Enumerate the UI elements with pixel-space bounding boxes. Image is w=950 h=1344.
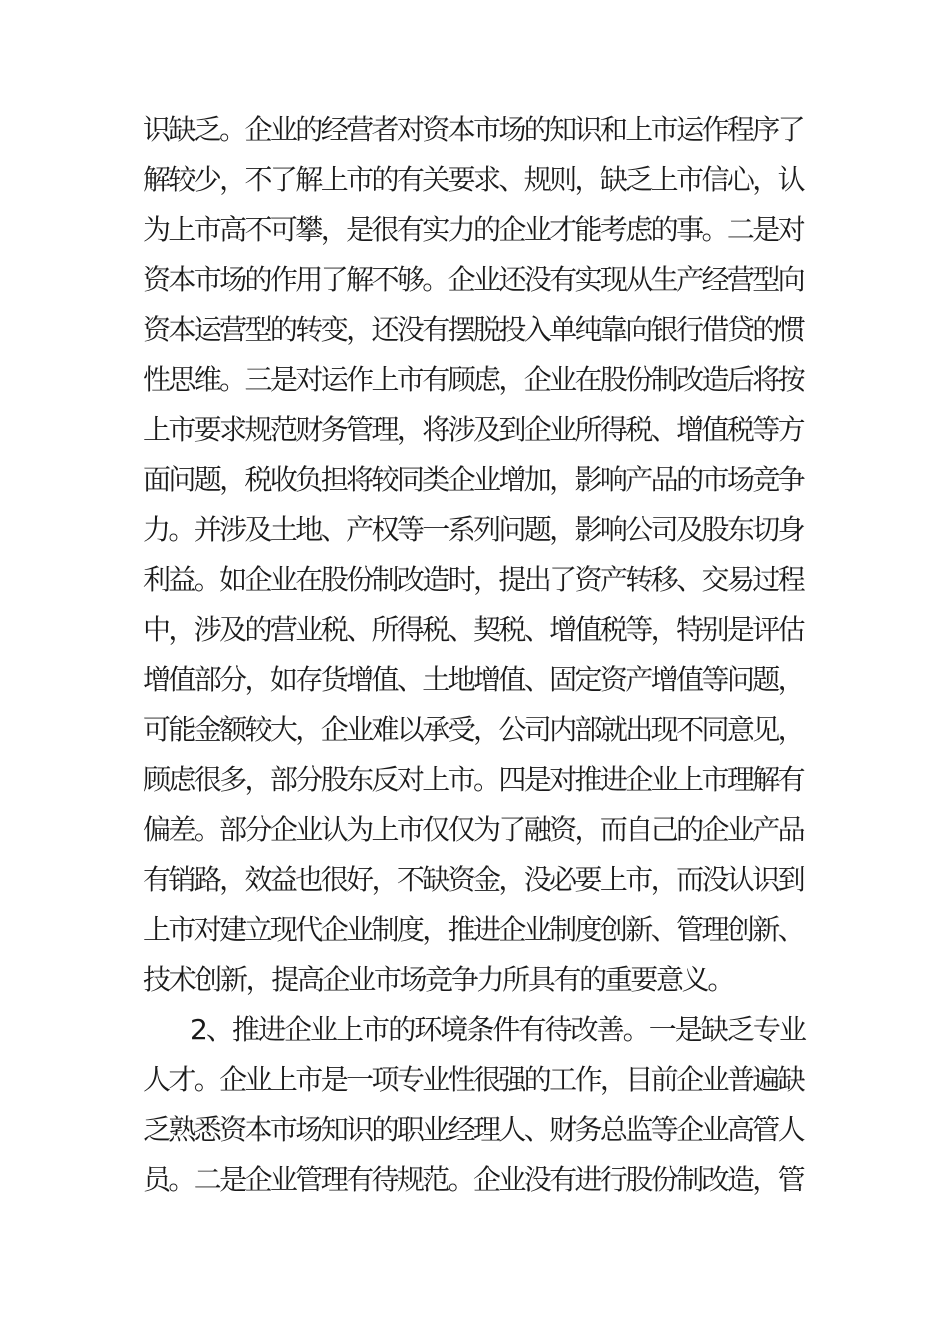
text-line: 技术创新，提高企业市场竞争力所具有的重要意义。	[143, 963, 733, 996]
text-line: 顾虑很多，部分股东反对上市。四是对推进企业上市理解有	[143, 763, 803, 796]
text-line: 为上市高不可攀，是很有实力的企业才能考虑的事。二是对	[143, 213, 803, 246]
text-line: 有销路，效益也很好，不缺资金，没必要上市，而没认识到	[143, 863, 803, 896]
text-line: 人才。企业上市是一项专业性很强的工作，目前企业普遍缺	[143, 1063, 803, 1096]
text-line: 识缺乏。企业的经营者对资本市场的知识和上市运作程序了	[143, 113, 803, 146]
text-line: 资本运营型的转变，还没有摆脱投入单纯靠向银行借贷的惯	[143, 313, 803, 346]
text-line: 解较少，不了解上市的有关要求、规则，缺乏上市信心，认	[143, 163, 803, 196]
paragraph-first-line: 2、推进企业上市的环境条件有待改善。一是缺乏专业	[190, 1013, 805, 1046]
text-line: 性思维。三是对运作上市有顾虑，企业在股份制改造后将按	[143, 363, 803, 396]
text-line: 上市要求规范财务管理，将涉及到企业所得税、增值税等方	[143, 413, 803, 446]
text-line: 资本市场的作用了解不够。企业还没有实现从生产经营型向	[143, 263, 803, 296]
text-line: 乏熟悉资本市场知识的职业经理人、财务总监等企业高管人	[143, 1113, 803, 1146]
text-line: 偏差。部分企业认为上市仅仅为了融资，而自己的企业产品	[143, 813, 803, 846]
text-line: 上市对建立现代企业制度，推进企业制度创新、管理创新、	[143, 913, 803, 946]
text-line: 员。二是企业管理有待规范。企业没有进行股份制改造，管	[143, 1163, 803, 1196]
text-line: 增值部分，如存货增值、土地增值、固定资产增值等问题，	[143, 663, 803, 696]
text-line: 中，涉及的营业税、所得税、契税、增值税等，特别是评估	[143, 613, 803, 646]
text-line: 利益。如企业在股份制改造时，提出了资产转移、交易过程	[143, 563, 803, 596]
text-line: 力。并涉及土地、产权等一系列问题，影响公司及股东切身	[143, 513, 803, 546]
text-line: 面问题，税收负担将较同类企业增加，影响产品的市场竞争	[143, 463, 803, 496]
text-line: 可能金额较大，企业难以承受，公司内部就出现不同意见，	[143, 713, 803, 746]
